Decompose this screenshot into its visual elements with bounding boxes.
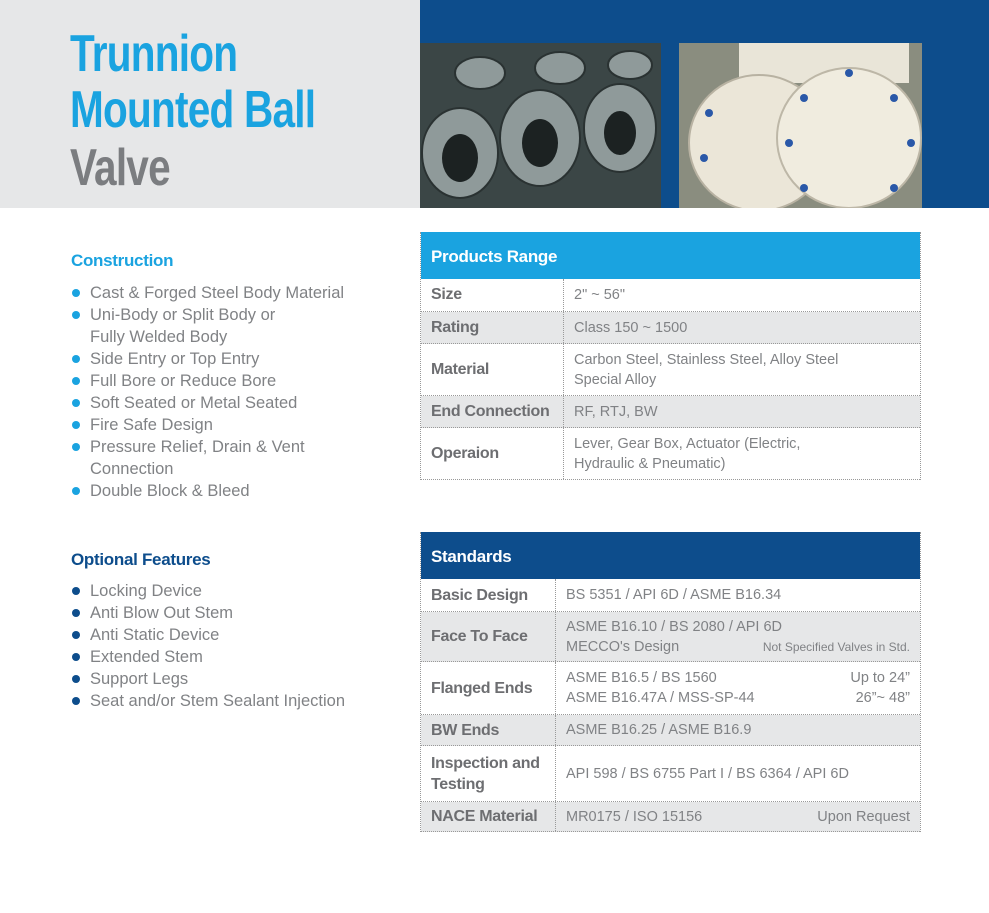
- construction-heading: Construction: [71, 251, 174, 270]
- row-value-line: [566, 617, 920, 637]
- list-item-text: Side Entry or Top Entry: [90, 350, 260, 368]
- list-item-text: Soft Seated or Metal Seated: [90, 394, 298, 412]
- optional-features-list: [71, 580, 391, 712]
- row-label: Operaion: [421, 428, 564, 479]
- bullet-icon: [72, 289, 80, 297]
- table-row: [421, 802, 920, 832]
- page-title: [70, 25, 384, 197]
- title-line-3: Valve: [70, 139, 170, 197]
- list-item-text: Uni-Body or Split Body or: [90, 306, 276, 324]
- row-value: [564, 344, 920, 395]
- table-row: [421, 279, 920, 312]
- row-value-main: ASME B16.10 / BS 2080 / API 6D: [566, 618, 783, 635]
- list-item: [71, 580, 391, 602]
- optional-features-heading: Optional Features: [71, 550, 211, 569]
- bullet-icon: [72, 609, 80, 617]
- list-item-text: Anti Blow Out Stem: [90, 604, 234, 622]
- valve-photo-left: [420, 43, 661, 208]
- table-row: [421, 344, 920, 396]
- row-value-note: 26”~ 48”: [855, 690, 910, 706]
- table-row: [421, 428, 920, 480]
- row-value-line: Carbon Steel, Stainless Steel, Alloy Steel: [574, 351, 839, 368]
- row-value: [556, 579, 920, 611]
- bullet-icon: [72, 311, 80, 319]
- row-value-line: Special Alloy: [574, 371, 657, 388]
- row-value-main: API 598 / BS 6755 Part I / BS 6364 / API 6D: [566, 765, 849, 782]
- list-item-text: Anti Static Device: [90, 626, 220, 644]
- row-value-line: Class 150 ~ 1500: [574, 319, 688, 336]
- standards-table: [420, 532, 921, 832]
- row-value-main: ASME B16.47A / MSS-SP-44: [566, 690, 755, 706]
- row-value-line: [566, 688, 920, 708]
- list-item-text: Fire Safe Design: [90, 416, 213, 434]
- table-row: [421, 746, 920, 802]
- row-value-line: [566, 668, 920, 688]
- table-row: [421, 715, 920, 746]
- list-item: [71, 646, 391, 668]
- list-item: [71, 436, 391, 480]
- bullet-icon: [72, 355, 80, 363]
- products-range-heading: Products Range: [421, 232, 920, 279]
- list-item-text: Support Legs: [90, 670, 189, 688]
- bullet-icon: [72, 377, 80, 385]
- row-value-line: [566, 585, 920, 605]
- bullet-icon: [72, 587, 80, 595]
- table-row: [421, 579, 920, 612]
- bullet-icon: [72, 697, 80, 705]
- row-value-line: [566, 637, 920, 657]
- valve-photo-right: [679, 43, 922, 208]
- row-value-note: Upon Request: [817, 808, 910, 825]
- list-item: [71, 690, 391, 712]
- row-label: Flanged Ends: [421, 662, 556, 714]
- list-item: [71, 624, 391, 646]
- row-value: [564, 428, 920, 479]
- list-item: [71, 282, 391, 304]
- list-item-text: Locking Device: [90, 582, 202, 600]
- row-value: [556, 612, 920, 661]
- row-value-note: Up to 24”: [850, 670, 910, 686]
- list-item: [71, 602, 391, 624]
- row-value-main: MR0175 / ISO 15156: [566, 808, 703, 825]
- row-value: [556, 715, 920, 745]
- table-row: [421, 396, 920, 428]
- row-value: [564, 396, 920, 427]
- list-item-text: Pressure Relief, Drain & Vent: [90, 438, 305, 456]
- table-row: [421, 612, 920, 662]
- row-value-line: [566, 807, 920, 827]
- bullet-icon: [72, 399, 80, 407]
- bullet-icon: [72, 487, 80, 495]
- row-label: Basic Design: [421, 579, 556, 611]
- list-item: [71, 392, 391, 414]
- row-label: Material: [421, 344, 564, 395]
- title-line-1: Trunnion: [70, 25, 238, 83]
- bullet-icon: [72, 443, 80, 451]
- row-value: [556, 746, 920, 801]
- standards-heading: Standards: [421, 532, 920, 579]
- row-value: [564, 279, 920, 311]
- list-item-text: Full Bore or Reduce Bore: [90, 372, 277, 390]
- list-item: [71, 480, 391, 502]
- row-label: NACE Material: [421, 802, 556, 831]
- construction-list: [71, 282, 391, 502]
- row-value-line: [566, 720, 920, 740]
- row-value-line: [566, 764, 920, 784]
- row-value: [556, 802, 920, 831]
- list-item: [71, 348, 391, 370]
- list-item-text: Double Block & Bleed: [90, 482, 250, 500]
- row-value-line: Lever, Gear Box, Actuator (Electric,: [574, 435, 801, 452]
- list-item-text: Cast & Forged Steel Body Material: [90, 284, 345, 302]
- table-row: [421, 662, 920, 715]
- bullet-icon: [72, 653, 80, 661]
- row-label: End Connection: [421, 396, 564, 427]
- row-value-main: ASME B16.25 / ASME B16.9: [566, 722, 752, 738]
- bullet-icon: [72, 421, 80, 429]
- row-value-line: Hydraulic & Pneumatic): [574, 455, 726, 472]
- row-value-line: 2" ~ 56": [574, 287, 626, 303]
- title-line-2: Mounted Ball: [70, 81, 316, 139]
- list-item: [71, 414, 391, 436]
- row-value-line: RF, RTJ, BW: [574, 403, 658, 420]
- list-item-text: Extended Stem: [90, 648, 203, 666]
- list-item-text: Seat and/or Stem Sealant Injection: [90, 692, 345, 710]
- row-value-main: MECCO's Design: [566, 638, 680, 655]
- row-label: Face To Face: [421, 612, 556, 661]
- list-item: [71, 370, 391, 392]
- row-label: Inspection and Testing: [421, 746, 556, 801]
- list-item: [71, 668, 391, 690]
- products-range-table: [420, 232, 921, 480]
- row-value: [564, 312, 920, 343]
- list-item-text: Fully Welded Body: [90, 328, 228, 346]
- list-item-text: Connection: [90, 460, 174, 478]
- row-value-main: BS 5351 / API 6D / ASME B16.34: [566, 587, 782, 603]
- bullet-icon: [72, 631, 80, 639]
- list-item: [71, 304, 391, 348]
- row-value-note: Not Specified Valves in Std.: [762, 639, 910, 654]
- table-row: [421, 312, 920, 344]
- bullet-icon: [72, 675, 80, 683]
- row-label: Size: [421, 279, 564, 311]
- row-label: Rating: [421, 312, 564, 343]
- row-value: [556, 662, 920, 714]
- row-label: BW Ends: [421, 715, 556, 745]
- row-value-main: ASME B16.5 / BS 1560: [566, 670, 717, 686]
